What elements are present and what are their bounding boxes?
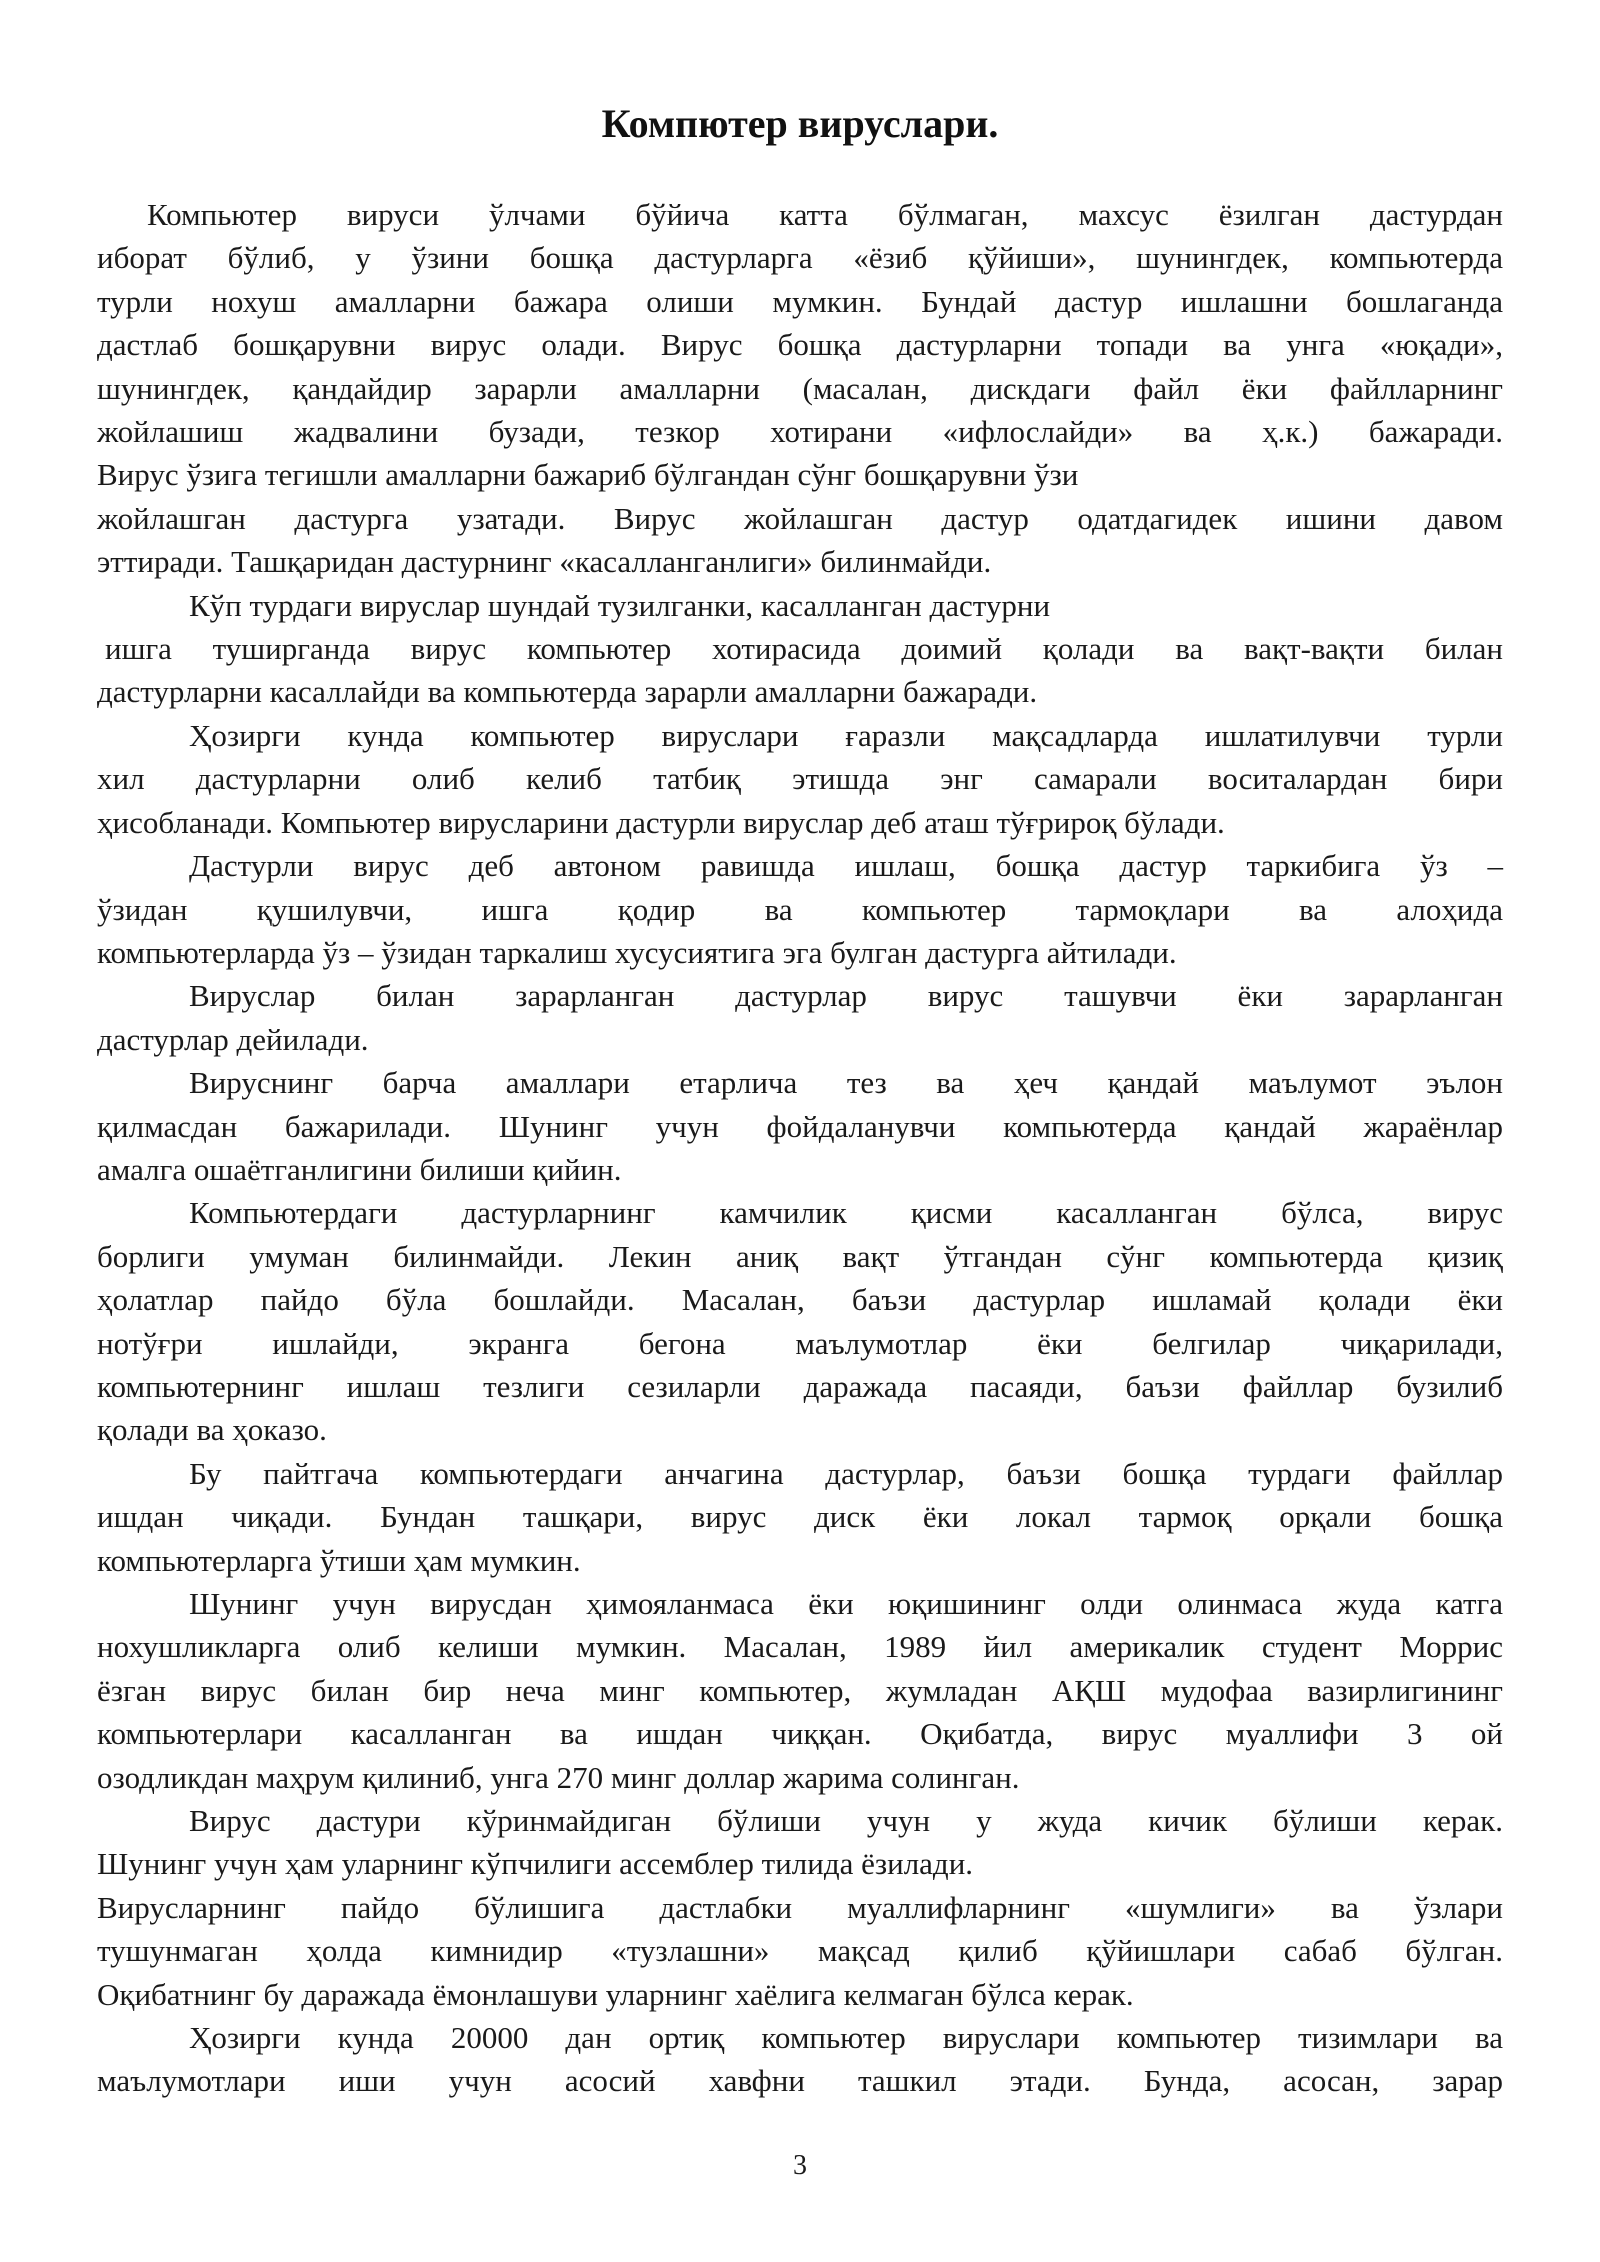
text-line: нохушликларга олиб келиши мумкин. Масалан, 1989 йил америкалик студент Моррис	[97, 1629, 1503, 1665]
text-line: дастурлар дейилади.	[97, 1021, 369, 1057]
document-body	[97, 193, 1503, 2103]
text-line: борлиги умуман билинмайди. Лекин аниқ вақт ўтгандан сўнг компьютерда қизиқ	[97, 1238, 1503, 1274]
text-line: Ҳозирги кунда 20000 дан ортиқ компьютер вируслари компьютер тизимлари ва	[189, 2020, 1503, 2056]
text-line: Вирус ўзига тегишли амалларни бажариб бўлгандан сўнг бошқарувни ўзи	[97, 457, 1079, 493]
text-line: ҳолатлар пайдо бўла бошлайди. Масалан, баъзи дастурлар ишламай қолади ёки	[97, 1282, 1503, 1318]
text-line: ҳисобланади. Компьютер вирусларини дастурли вируслар деб аташ тўғрироқ бўлади.	[97, 804, 1225, 840]
text-line: Ҳозирги кунда компьютер вируслари ғаразли мақсадларда ишлатилувчи турли	[189, 717, 1503, 753]
text-line: дастлаб бошқарувни вирус олади. Вирус бошқа дастурларни топади ва унга «юқади»,	[97, 327, 1503, 363]
text-line: ёзган вирус билан бир неча минг компьютер, жумладан АҚШ мудофаа вазирлигининг	[97, 1672, 1503, 1708]
text-line: турли нохуш амалларни бажара олиши мумкин. Бундай дастур ишлашни бошлаганда	[97, 283, 1503, 319]
text-line: тушунмаган ҳолда кимнидир «тузлашни» мақсад қилиб қўйишлари сабаб бўлган.	[97, 1933, 1503, 1969]
text-line: эттиради. Ташқаридан дастурнинг «касалланганлиги» билинмайди.	[97, 544, 992, 580]
text-line: Вирусларнинг пайдо бўлишига дастлабки муаллифларнинг «шумлиги» ва ўзлари	[97, 1889, 1503, 1925]
page-number: 3	[793, 2150, 807, 2181]
text-line: жойлашиш жадвалини бузади, тезкор хотирани «ифлослайди» ва ҳ.к.) бажаради.	[97, 414, 1503, 450]
text-line: амалга ошаётганлигини билиши қийин.	[97, 1151, 622, 1187]
text-line: қилмасдан бажарилади. Шунинг учун фойдаланувчи компьютерда қандай жараёнлар	[97, 1108, 1503, 1144]
text-line: Компьютердаги дастурларнинг камчилик қисми касалланган бўлса, вирус	[189, 1195, 1503, 1231]
text-line: компьютерларга ўтиши ҳам мумкин.	[97, 1542, 581, 1578]
text-line: Вируснинг барча амаллари етарлича тез ва ҳеч қандай маълумот эълон	[189, 1065, 1503, 1101]
text-line: маълумотлари иши учун асосий хавфни ташкил этади. Бунда, асосан, зарар	[97, 2063, 1503, 2099]
text-line: Кўп турдаги вируслар шундай тузилганки, касалланган дастурни	[189, 587, 1051, 623]
text-line: Оқибатнинг бу даражада ёмонлашуви уларнинг хаёлига келмаган бўлса керак.	[97, 1976, 1134, 2012]
text-line: Дастурли вирус деб автоном равишда ишлаш, бошқа дастур таркибига ўз –	[189, 848, 1503, 884]
text-line: Компьютер вируси ўлчами бўйича катта бўлмаган, махсус ёзилган дастурдан	[147, 197, 1503, 232]
text-line: шунингдек, қандайдир зарарли амалларни (масалан, дискдаги файл ёки файлларнинг	[97, 370, 1503, 406]
text-line: хил дастурларни олиб келиб татбиқ этишда энг самарали воситалардан бири	[97, 761, 1503, 797]
text-line: ишга туширганда вирус компьютер хотирасида доимий қолади ва вақт-вақти билан	[105, 631, 1503, 667]
text-line: Шунинг учун вирусдан ҳимояланмаса ёки юқишининг олди олинмаса жуда катга	[189, 1586, 1503, 1621]
text-line: компьютерлари касалланган ва ишдан чиққан. Оқибатда, вирус муаллифи 3 ой	[97, 1716, 1503, 1752]
text-line: нотўғри ишлайди, экранга бегона маълумотлар ёки белгилар чиқарилади,	[97, 1325, 1503, 1361]
text-line: жойлашган дастурга узатади. Вирус жойлашган дастур одатдагидек ишини давом	[97, 500, 1503, 536]
text-line: қолади ва ҳоказо.	[97, 1412, 327, 1448]
text-line: иборат бўлиб, у ўзини бошқа дастурларга «ёзиб қўйиши», шунингдек, компьютерда	[97, 240, 1503, 276]
text-line: Шунинг учун ҳам уларнинг кўпчилиги ассемблер тилида ёзилади.	[97, 1846, 974, 1882]
page-title: Компютер вируслари.	[601, 101, 999, 146]
text-line: ишдан чиқади. Бундан ташқари, вирус диск ёки локал тармоқ орқали бошқа	[97, 1499, 1503, 1535]
text-line: дастурларни касаллайди ва компьютерда зарарли амалларни бажаради.	[97, 674, 1038, 710]
text-line: озодликдан маҳрум қилиниб, унга 270 минг доллар жарима солинган.	[97, 1759, 1020, 1795]
text-line: Вирус дастури кўринмайдиган бўлиши учун у жуда кичик бўлиши керак.	[189, 1803, 1503, 1839]
text-line: ўзидан қушилувчи, ишга қодир ва компьютер тармоқлари ва алоҳида	[97, 891, 1503, 927]
document-page	[97, 100, 1503, 2103]
text-line: Бу пайтгача компьютердаги анчагина дастурлар, баъзи бошқа турдаги файллар	[189, 1455, 1503, 1491]
text-line: компьютернинг ишлаш тезлиги сезиларли даражада пасаяди, баъзи файллар бузилиб	[97, 1368, 1503, 1404]
text-line: компьютерларда ўз – ўзидан таркалиш хусусиятига эга булган дастурга айтилади.	[97, 934, 1177, 970]
text-line: Вируслар билан зарарланган дастурлар вирус ташувчи ёки зарарланган	[189, 978, 1503, 1014]
